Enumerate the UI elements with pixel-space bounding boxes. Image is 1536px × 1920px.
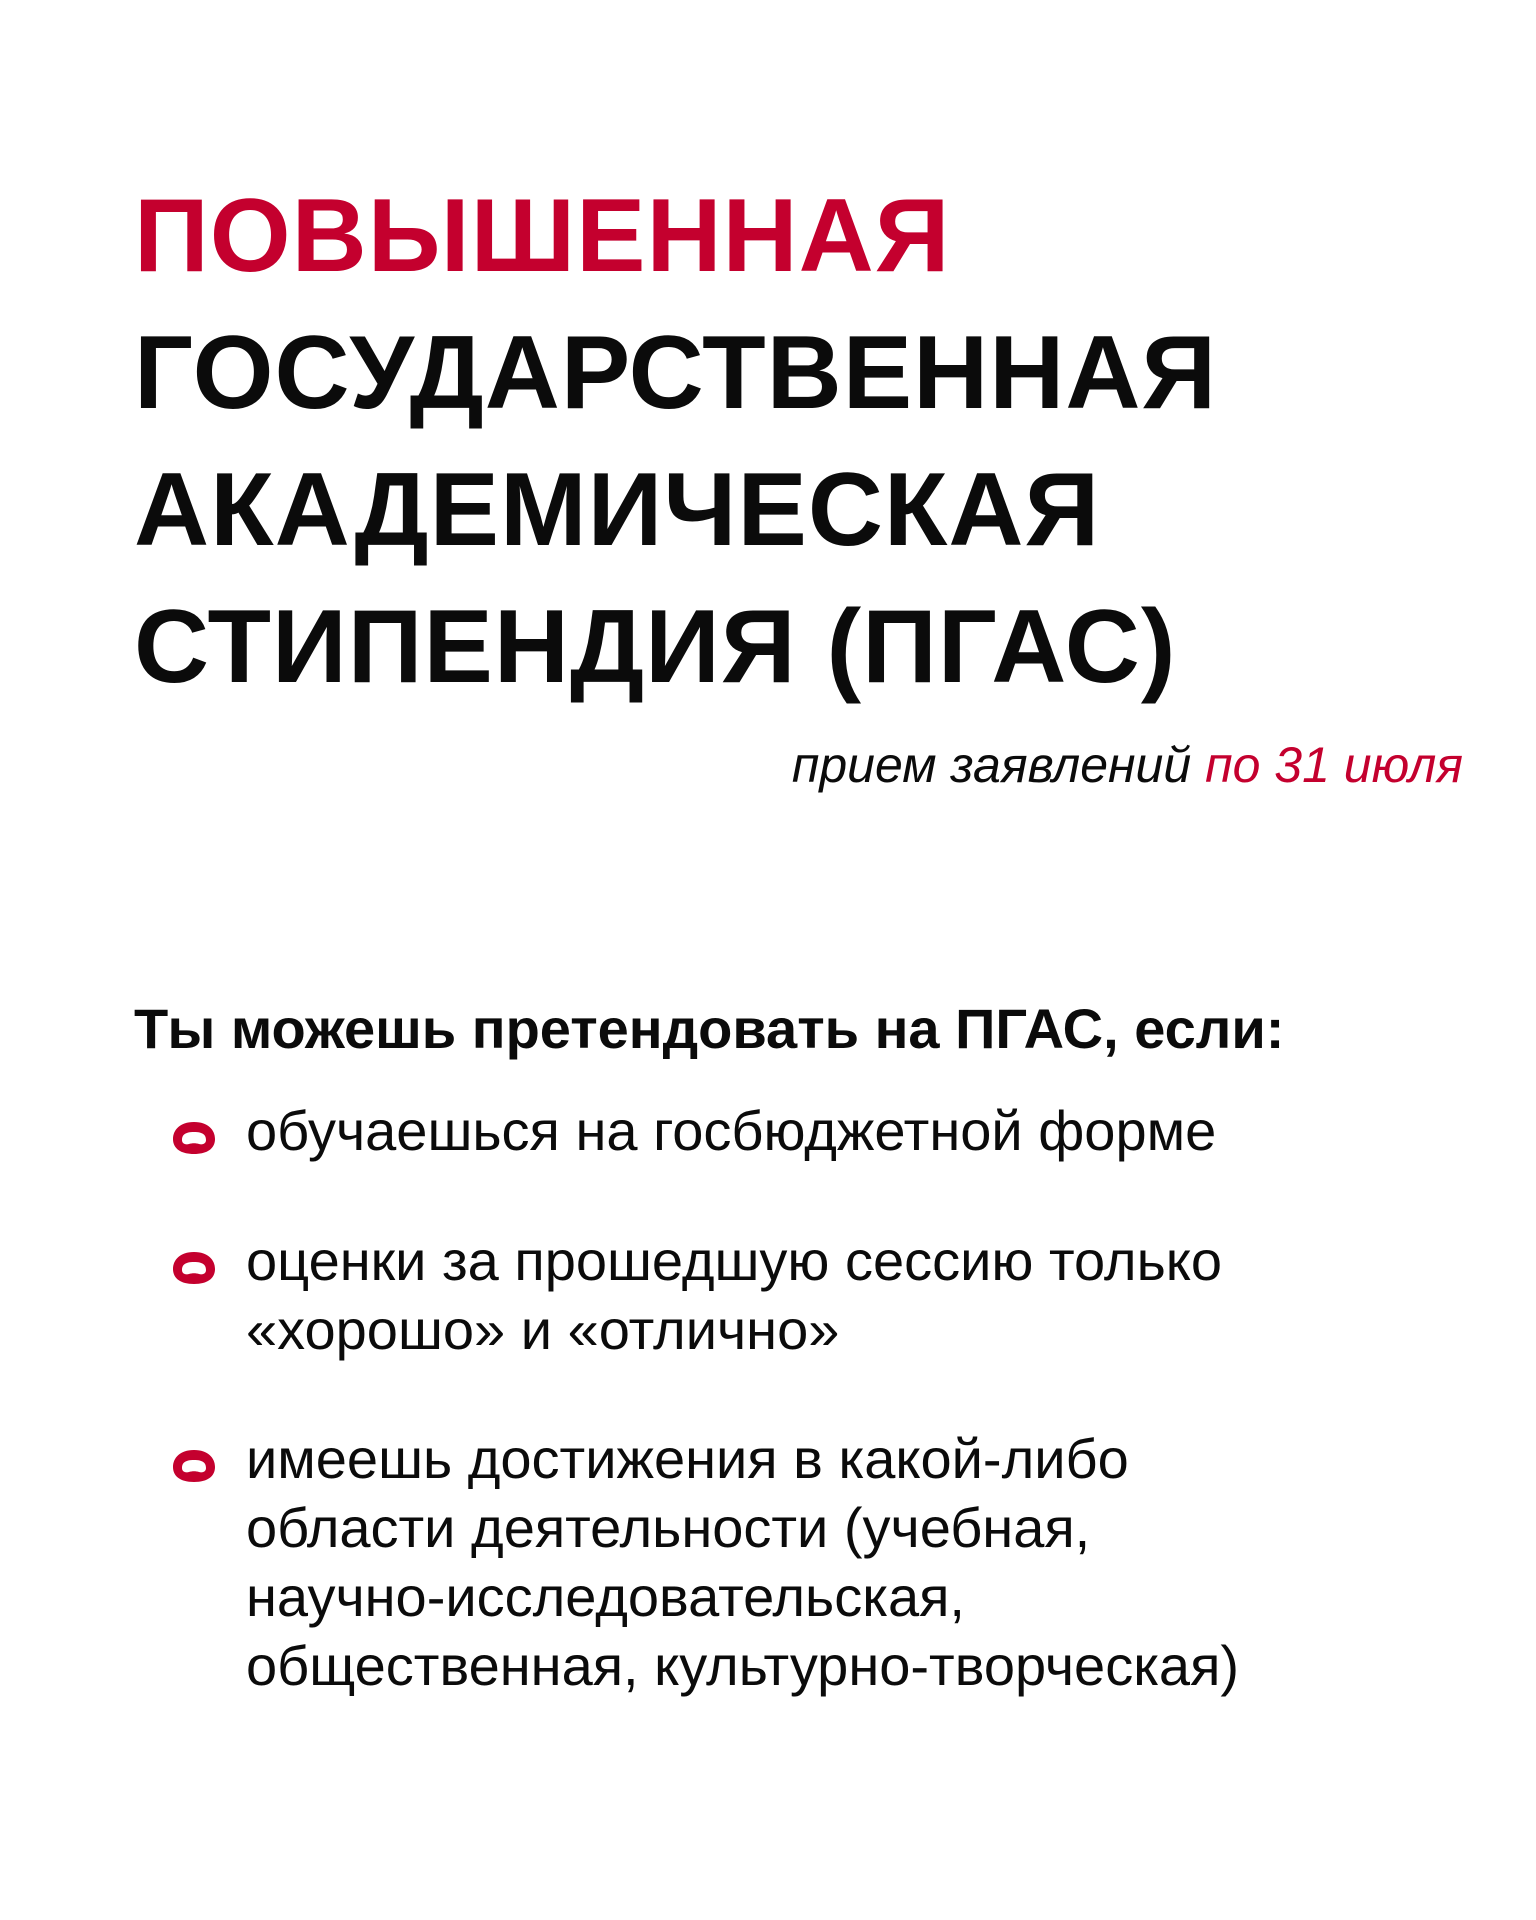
criterion-text: обучаешься на госбюджетной форме (246, 1099, 1217, 1162)
page-title (134, 168, 1217, 716)
eligibility-intro: Ты можешь претендовать на ПГАС, если: (134, 997, 1285, 1060)
title-line-3: АКАДЕМИЧЕСКАЯ (134, 452, 1101, 568)
deadline-prefix: прием заявлений (791, 737, 1192, 793)
title-line-4: СТИПЕНДИЯ (ПГАС) (134, 589, 1177, 705)
criterion-text: оценки за прошедшую сессию только «хорошо» и «отлично» (246, 1229, 1223, 1361)
red-ring-bullet-icon (168, 1248, 220, 1288)
title-line-highlighted: ПОВЫШЕННАЯ (134, 178, 951, 294)
deadline-note (792, 735, 1463, 795)
deadline-date: по 31 июля (1205, 737, 1463, 793)
red-ring-bullet-icon (168, 1446, 220, 1486)
title-line-2: ГОСУДАРСТВЕННАЯ (134, 315, 1218, 431)
red-ring-bullet-icon (168, 1118, 220, 1158)
criterion-text: имеешь достижения в какой-либо области деятельности (учебная, научно-исследовательская, общественная, культурно-творческая) (246, 1427, 1240, 1697)
